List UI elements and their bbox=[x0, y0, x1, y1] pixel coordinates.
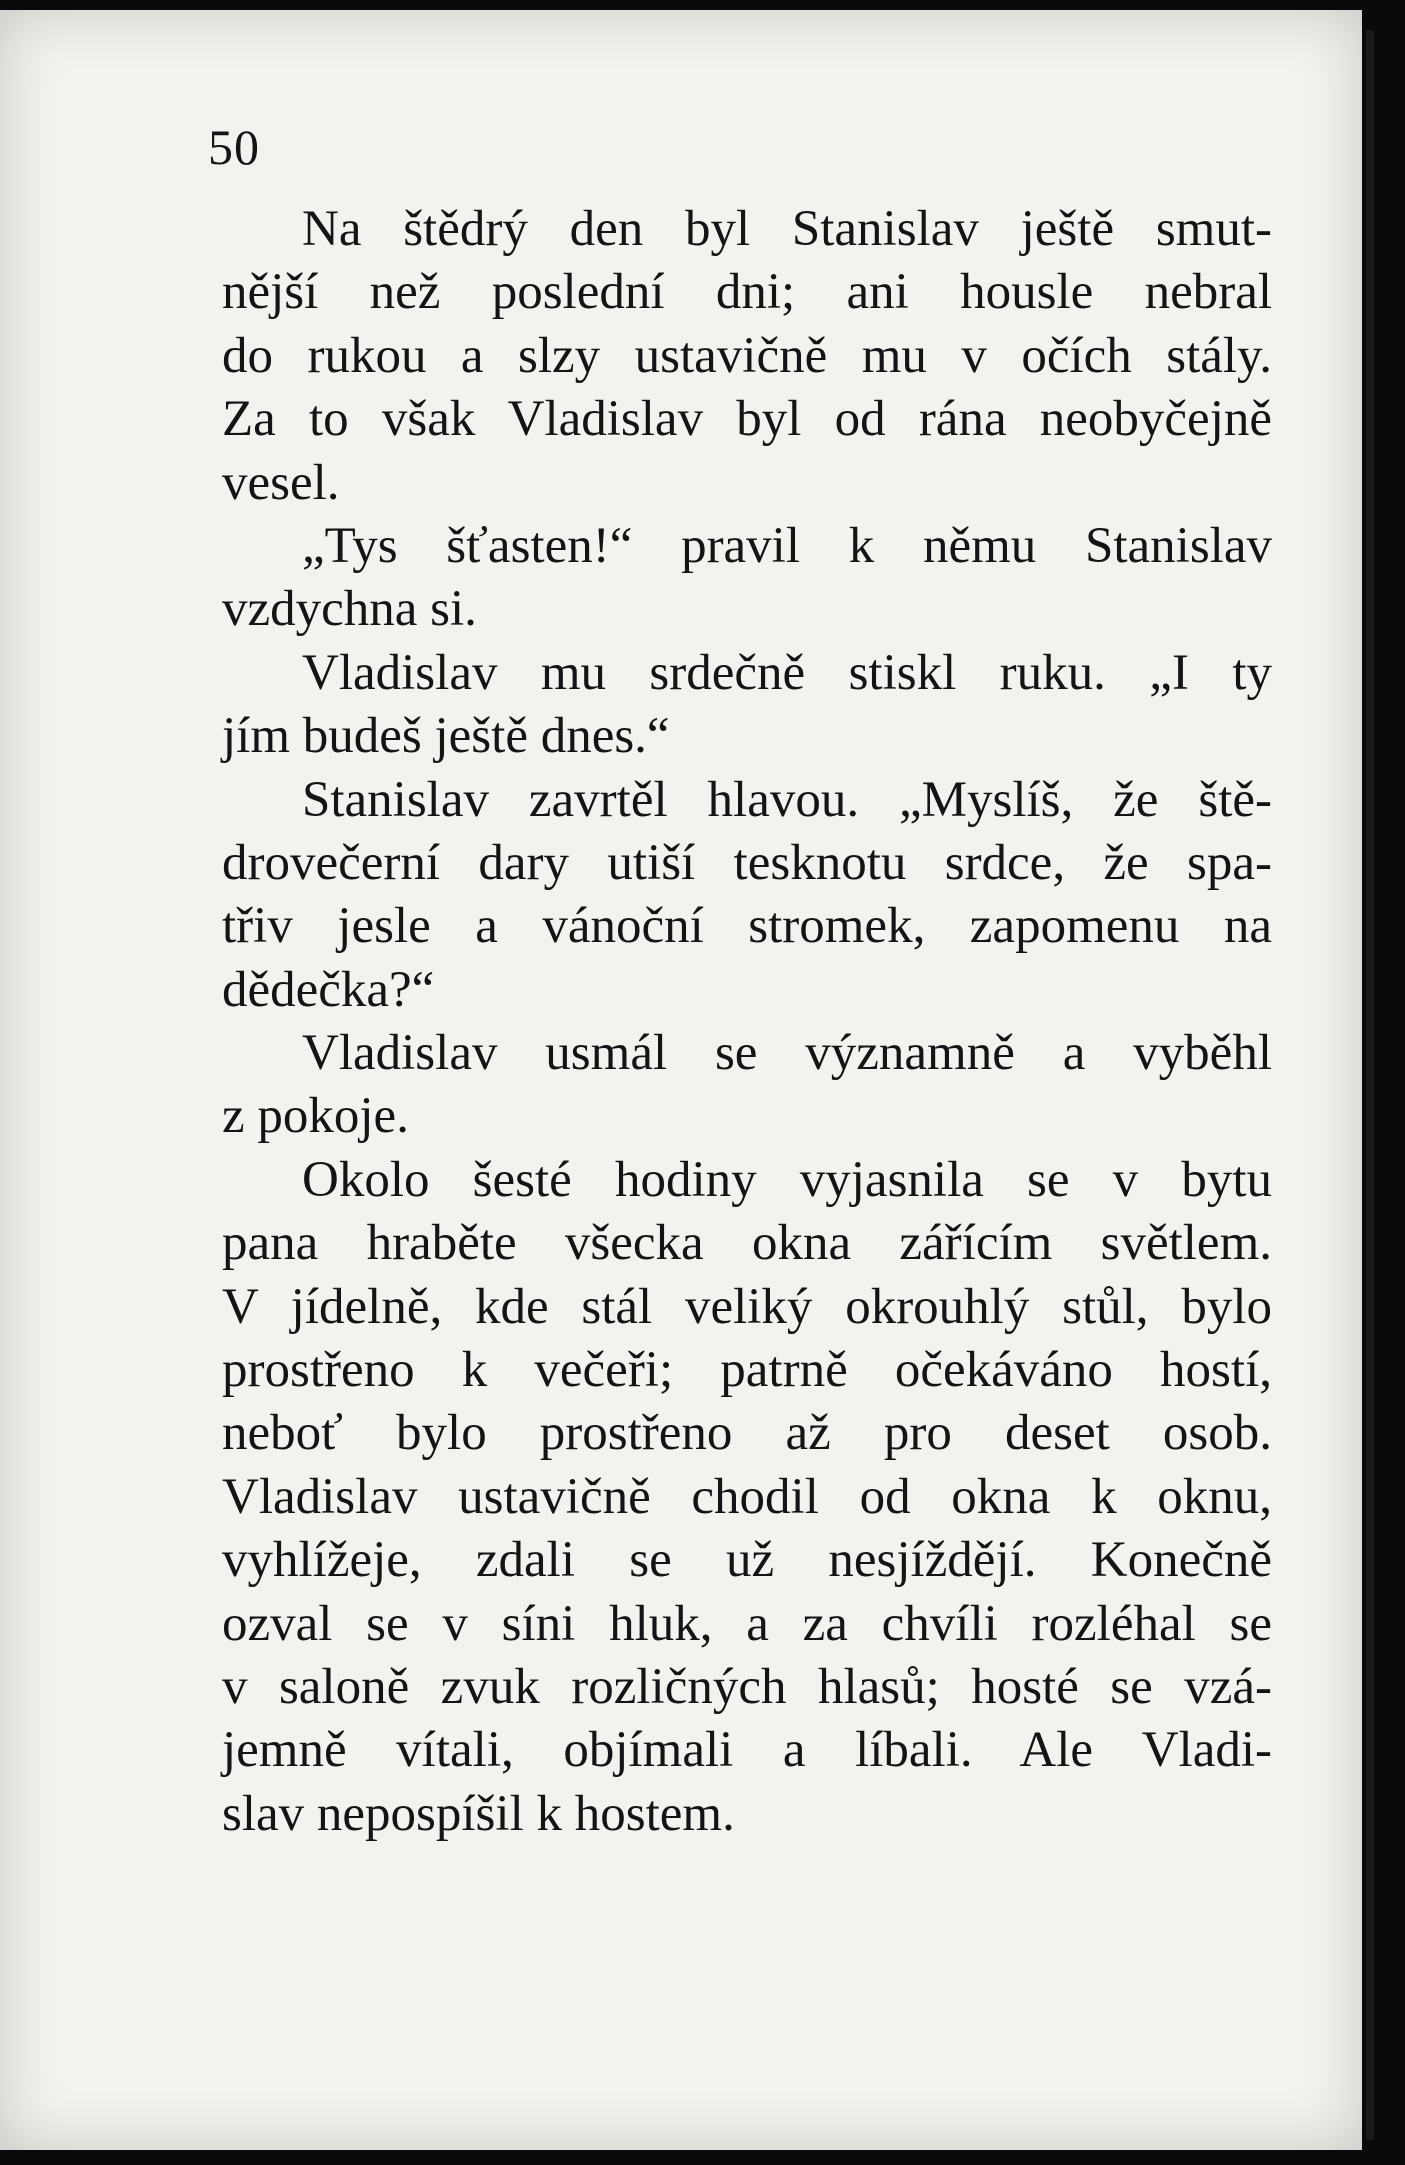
text-line: vyhlížeje, zdali se už nesjíždějí. Konečně bbox=[222, 1532, 1272, 1589]
text-line: drovečerní dary utiší tesknotu srdce, že spa- bbox=[222, 834, 1272, 891]
text-line: prostřeno k večeři; patrně očekáváno hostí, bbox=[222, 1342, 1272, 1399]
page-number: 50 bbox=[208, 119, 260, 175]
text-line: ozval se v síni hluk, a za chvíli rozléhal se bbox=[222, 1595, 1272, 1652]
text-line: Na štědrý den byl Stanislav ještě smut- bbox=[302, 201, 1272, 257]
text-line: dědečka?“ bbox=[222, 961, 435, 1018]
text-line: Vladislav usmál se významně a vyběhl bbox=[302, 1025, 1272, 1082]
text-line: pana hraběte všecka okna zářícím světlem. bbox=[222, 1215, 1272, 1272]
text-line: do rukou a slzy ustavičně mu v očích stály. bbox=[222, 327, 1272, 384]
text-line: Stanislav zavrtěl hlavou. „Myslíš, že ště- bbox=[302, 771, 1272, 828]
book-page bbox=[0, 10, 1362, 2150]
text-line: vzdychna si. bbox=[222, 581, 477, 638]
text-line: v saloně zvuk rozličných hlasů; hosté se vzá- bbox=[222, 1658, 1272, 1715]
text-line: vesel. bbox=[222, 454, 340, 511]
text-line: neboť bylo prostřeno až pro deset osob. bbox=[222, 1405, 1272, 1462]
text-line: jemně vítali, objímali a líbali. Ale Vladi- bbox=[222, 1722, 1272, 1779]
text-line: nější než poslední dni; ani housle nebral bbox=[222, 264, 1272, 321]
text-line: Za to však Vladislav byl od rána neobyčejně bbox=[222, 391, 1272, 448]
text-line: Vladislav ustavičně chodil od okna k oknu, bbox=[222, 1468, 1272, 1525]
text-line: slav nepospíšil k hostem. bbox=[222, 1785, 735, 1842]
text-line: „Tys šťasten!“ pravil k němu Stanislav bbox=[302, 517, 1272, 574]
body-text bbox=[222, 198, 1272, 1846]
text-line: třiv jesle a vánoční stromek, zapomenu na bbox=[222, 898, 1272, 955]
text-line: Okolo šesté hodiny vyjasnila se v bytu bbox=[302, 1151, 1272, 1208]
text-line: V jídelně, kde stál veliký okrouhlý stůl, bylo bbox=[222, 1278, 1272, 1335]
text-line: jím budeš ještě dnes.“ bbox=[222, 708, 670, 765]
text-line: z pokoje. bbox=[222, 1088, 409, 1145]
text-line: Vladislav mu srdečně stiskl ruku. „I ty bbox=[302, 644, 1272, 701]
page-edge-rule bbox=[1366, 30, 1374, 2140]
